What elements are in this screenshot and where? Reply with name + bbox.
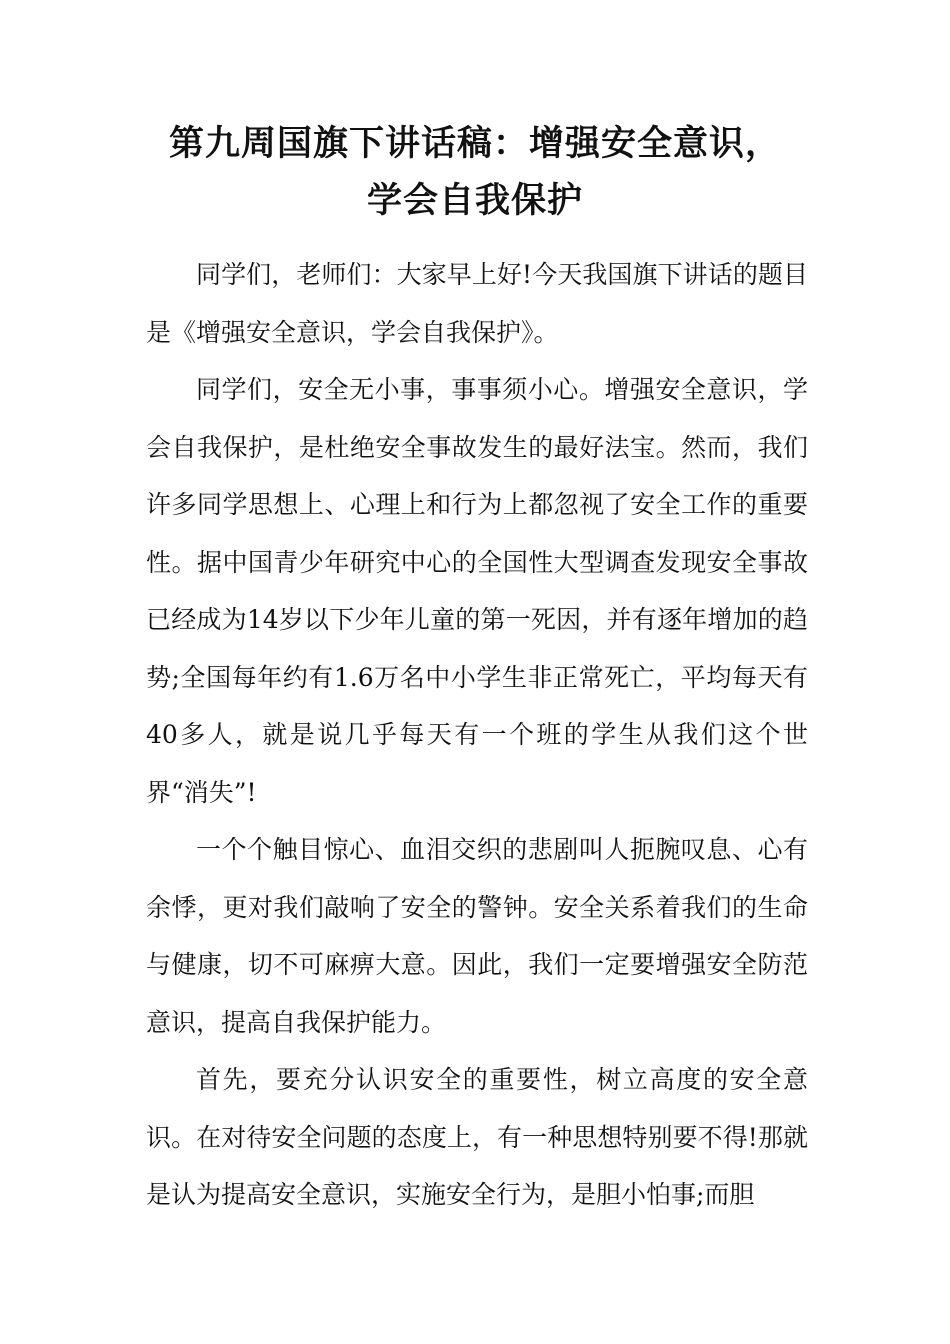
paragraph-1: 同学们，老师们：大家早上好!今天我国旗下讲话的题目是《增强安全意识，学会自我保护》。 [146,260,808,347]
document-title [130,116,820,230]
title-line-1: 第九周国旗下讲话稿：增强安全意识， [168,124,781,164]
paragraph-2: 同学们，安全无小事，事事须小心。增强安全意识，学会自我保护，是杜绝安全事故发生的最好法宝。然而，我们许多同学思想上、心理上和行为上都忽视了安全工作的重要性。据中国青少年研究中心的全国性大型调查发现安全事故已经成为14岁以下少年儿童的第一死因，并有逐年增加的趋势;全国每年约有1.6万名中小学生非正常死亡，平均每天有40多人，就是说几乎每天有一个班的学生从我们这个世界“消失”! [146,375,808,807]
paragraph-4: 首先，要充分认识安全的重要性，树立高度的安全意识。在对待安全问题的态度上，有一种思想特别要不得!那就是认为提高安全意识，实施安全行为，是胆小怕事;而胆 [146,1065,808,1209]
document-body [146,246,808,1224]
paragraph-3: 一个个触目惊心、血泪交织的悲剧叫人扼腕叹息、心有余悸，更对我们敲响了安全的警钟。安全关系着我们的生命与健康，切不可麻痹大意。因此，我们一定要增强安全防范意识，提高自我保护能力。 [146,835,808,1037]
title-line-2: 学会自我保护 [366,181,583,221]
